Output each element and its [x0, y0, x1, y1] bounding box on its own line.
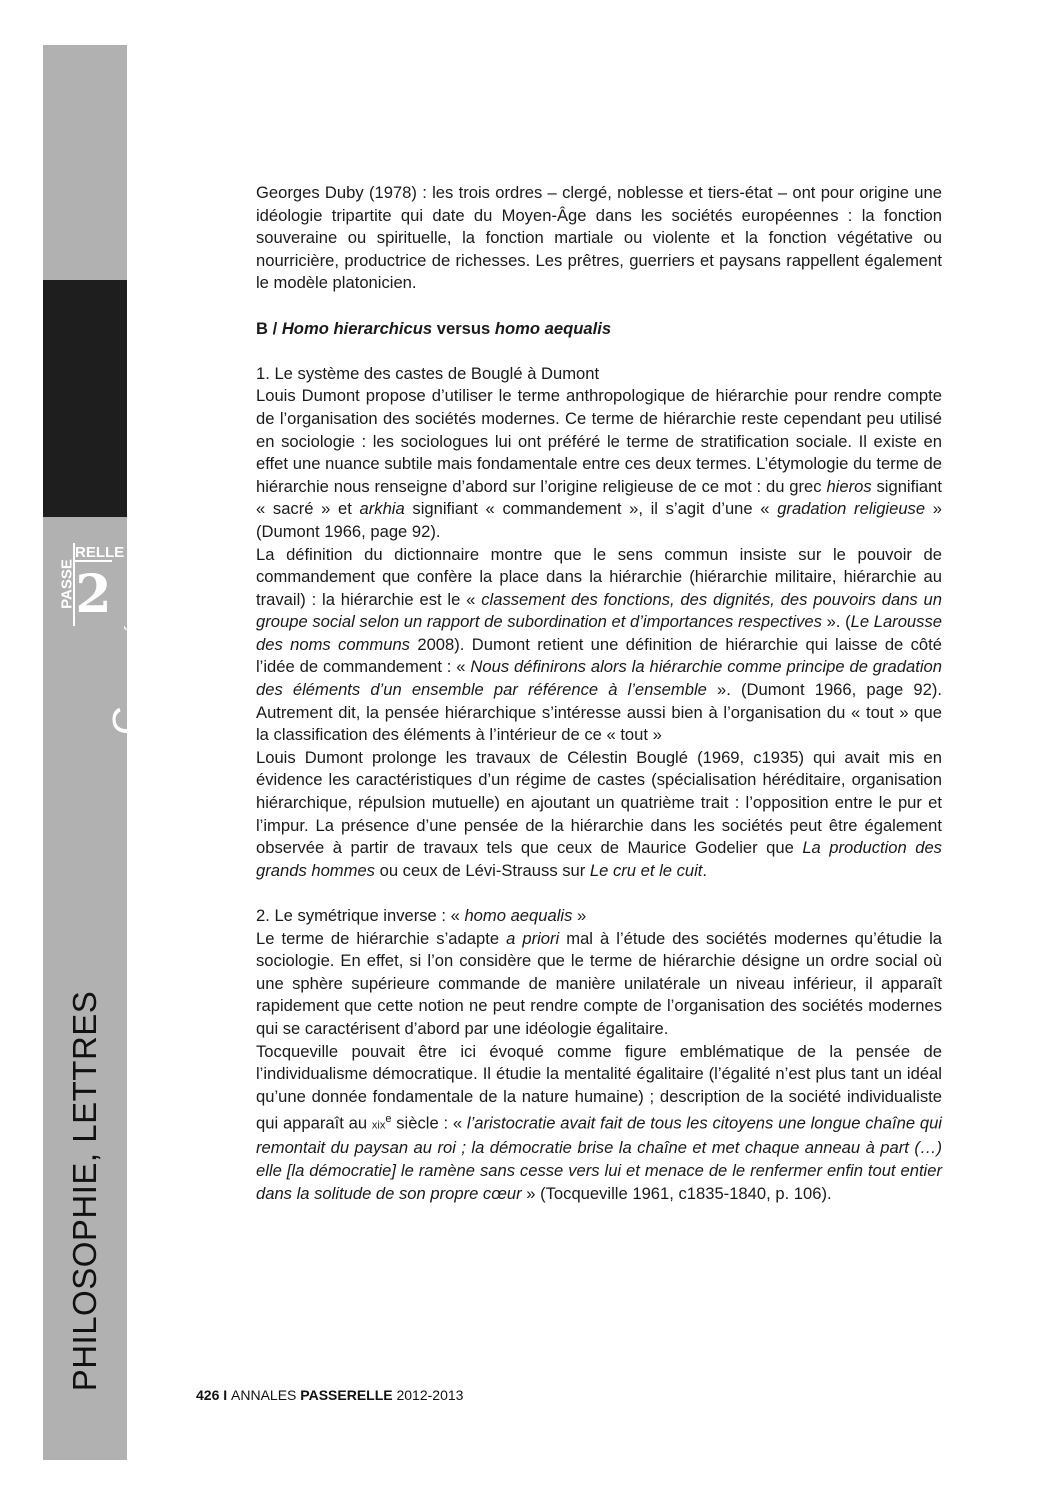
subheading-1: 1. Le système des castes de Bouglé à Dumont	[256, 363, 600, 383]
paragraph-duby: Georges Duby (1978) : les trois ordres – clergé, noblesse et tiers-état – ont pour origine une idéologie tripartite qui date du Moyen-Âge dans les sociétés européennes : la fonction souveraine ou spirituelle, la fonction martiale ou violente et la fonction végétative ou nourricière, productrice de richesses. Les prêtres, guerriers et paysans rappellent également le modèle platonicien.	[256, 183, 942, 293]
logo-side-text: PASSE	[58, 559, 76, 609]
logo-number: 2	[75, 564, 112, 625]
heading-b: B / Homo hierarchicus versus homo aequalis	[256, 318, 612, 338]
passerelle-logo	[58, 543, 125, 626]
section-title: PHILOSOPHIE, LETTRES	[66, 990, 103, 1392]
main-content	[256, 182, 942, 1205]
page-number: 426	[196, 1387, 220, 1403]
logo-top-text: RELLE	[75, 544, 125, 561]
paragraph-hierarchie: Le terme de hiérarchie s’adapte a priori mal à l’étude des sociétés modernes qu’étudie la sociologie. En effet, si l’on considère que le terme de hiérarchie désigne un ordre social où une sphère supérieure commande de manière unilatérale un niveau inférieur, il apparaît rapidement que cette notion ne peut rendre compte de l’organisation des sociétés modernes qui se caractérisent d’abord par une idéologie égalitaire.	[256, 928, 942, 1038]
paragraph-bougle: Louis Dumont prolonge les travaux de Célestin Bouglé (1969, c1935) qui avait mis en évidence les caractéristiques d’un régime de castes (spécialisation héréditaire, organisation hiérarchique, répulsion mutuelle) en ajoutant un quatrième trait : l’opposition entre le pur et l’impur. La présence d’une pensée de la hiérarchie dans les sociétés peut être également observée à partir de travaux tels que ceux de Maurice Godelier que La production des grands hommes ou ceux de Lévi-Strauss sur Le cru et le cuit.	[256, 747, 942, 880]
corrige-label: Corrigé	[105, 621, 150, 735]
footer-brand: PASSERELLE	[300, 1387, 393, 1403]
page-footer: 426 I ANNALES PASSERELLE 2012-2013	[196, 1387, 464, 1403]
paragraph-tocqueville: Tocqueville pouvait être ici évoqué comme figure emblématique de la pensée de l’individualisme démocratique. Il étudie la mentalité égalitaire (l’égalité n’est plus tant un idéal qu’une donnée fondamentale de la nature humaine) ; description de la société individualiste qui apparaît au xix$^e$ siècle : « l’aristocratie avait fait de tous les citoyens une longue chaîne qui remontait du paysan au roi ; la démocratie brise la chaîne et met chaque anneau à part (…) elle [la démocratie] le ramène sans cesse vers lui et menace de le renfermer enfin tout entier dans la solitude de son propre cœur » (Tocqueville 1961, c1835-1840, p. 106).	[256, 1041, 942, 1203]
subheading-2: 2. Le symétrique inverse : « homo aequalis »	[256, 906, 587, 925]
paragraph-dumont: Louis Dumont propose d’utiliser le terme anthropologique de hiérarchie pour rendre compte de l’organisation des sociétés modernes. Ce terme de hiérarchie reste cependant peu utilisé en sociologie : les sociologues lui ont préféré le terme de stratification sociale. Il existe en effet une nuance subtile mais fondamentale entre ces deux termes. L’étymologie du terme de hiérarchie nous renseigne d’abord sur l’origine religieuse de ce mot : du grec hieros signifiant « sacré » et arkhia signifiant « commandement », il s’agit d’une « gradation religieuse » (Dumont 1966, page 92).	[256, 386, 942, 541]
paragraph-definition: La définition du dictionnaire montre que le sens commun insiste sur le pouvoir de commandement que confère la place dans la hiérarchie (hiérarchie militaire, hiérarchie au travail) : la hiérarchie est le « classement des fonctions, des dignités, des pouvoirs dans un groupe social selon un rapport de subordination et d’importances respectives ». (Le Larousse des noms communs 2008). Dumont retient une définition de hiérarchie qui laisse de côté l’idée de commandement : « Nous définirons alors la hiérarchie comme principe de gradation des éléments d’un ensemble par référence à l’ensemble ». (Dumont 1966, page 92). Autrement dit, la pensée hiérarchique s’intéresse aussi bien à l’organisation du « tout » que la classification des éléments à l’intérieur de ce « tout »	[256, 544, 943, 745]
